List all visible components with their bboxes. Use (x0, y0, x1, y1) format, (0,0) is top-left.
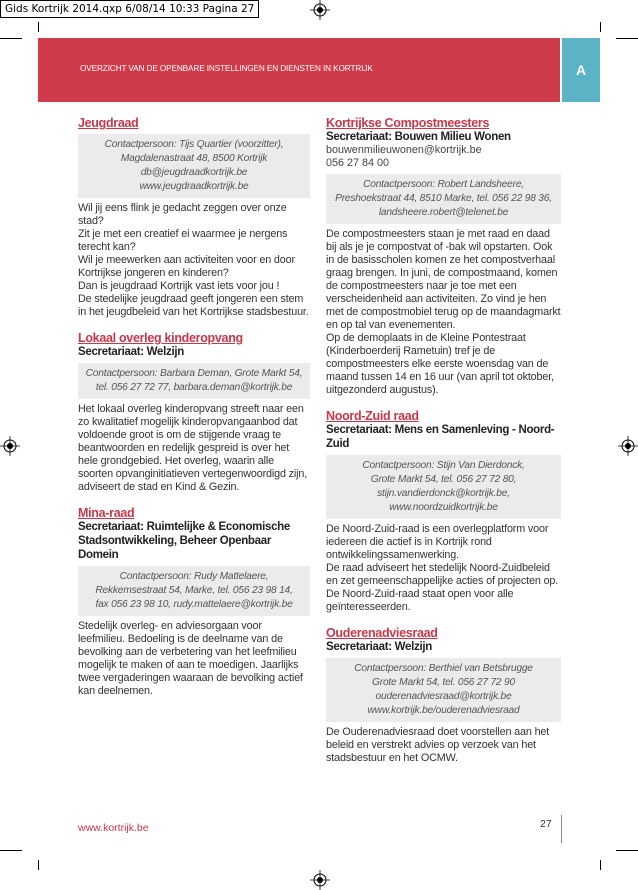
crop-mark (0, 850, 22, 851)
registration-mark-icon (618, 436, 638, 456)
contact-box (78, 363, 310, 399)
crop-mark (600, 22, 601, 32)
contact-line: tel. 056 27 72 77, barbara.deman@kortrijk.be (95, 382, 293, 393)
registration-mark-icon (310, 0, 330, 20)
contact-box (78, 134, 310, 198)
section-title: OVERZICHT VAN DE OPENBARE INSTELLINGEN EN DIENSTEN IN KORTRIJK (80, 64, 373, 73)
contact-line: fax 056 23 98 10, rudy.mattelaere@kortrijk.be (95, 599, 293, 610)
contact-line: Rekkemsestraat 54, Marke, tel. 056 23 98 14, (95, 585, 293, 596)
registration-mark-icon (310, 870, 330, 890)
section-heading: Lokaal overleg kinderopvang (78, 331, 243, 345)
contact-email[interactable]: ouderenadviesraad@kortrijk.be (375, 691, 512, 702)
body-text (78, 202, 310, 319)
paragraph: Zit je met een creatief ei waarmee je nergens terecht kan? (78, 228, 288, 253)
paragraph: De Noord-Zuid-raad is een overlegplatform voor iedereen die actief is in Kortrijk rond ontwikkelingssamenwerking. (326, 523, 549, 561)
contact-line: Contactpersoon: Berthiel van Betsbrugge (354, 663, 533, 674)
section-subheading: Secretariaat: Welzijn (78, 346, 184, 358)
paragraph: De stedelijke jeugdraad geeft jongeren een stem in het jeugdbeleid van het Kortrijkse stadsbestuur. (78, 293, 309, 318)
ouderen-section (326, 626, 561, 765)
contact-line: Contactpersoon: Robert Landsheere, (363, 179, 524, 190)
paragraph: Wil je meewerken aan activiteiten voor en door Kortrijkse jongeren en kinderen? (78, 254, 295, 279)
section-heading: Jeugdraad (78, 116, 139, 130)
contact-email[interactable]: bouwenmilieuwonen@kortrijk.be (326, 144, 482, 156)
body-text (326, 228, 561, 397)
crop-mark (0, 38, 22, 39)
paragraph: De Noord-Zuid-raad staat open voor alle geïnteresseerden. (326, 588, 514, 613)
paragraph: Wil jij eens flink je gedacht zeggen over onze stad? (78, 202, 287, 227)
section-heading: Ouderenadviesraad (326, 626, 438, 640)
paragraph: Dan is jeugdraad Kortrijk vast iets voor jou ! (78, 280, 280, 292)
contact-line: Preshoekstraat 44, 8510 Marke, tel. 056 22 98 36, (335, 193, 552, 204)
crop-mark (616, 38, 638, 39)
paragraph: De compostmeesters staan je met raad en daad bij als je je compostvat of -bak wil opstarten. Ook in de basisscholen komen ze het compostverhaal graag brengen. In juni, de compostmaand, komen de compostmeesters naar je toe met een verscheidenheid aan activiteiten. Zo vind je hen met de compostmobiel terug op de maandagmarkt en op tal van evenementen. (326, 228, 561, 331)
body-text (78, 620, 310, 698)
contact-line: Magdalenastraat 48, 8500 Kortrijk (120, 153, 268, 164)
contact-box (326, 658, 561, 722)
section-heading: Noord-Zuid raad (326, 409, 419, 423)
kinderopvang-section (78, 331, 310, 494)
paragraph: De raad adviseert het stedelijk Noord-Zuidbeleid en zet gemeenschappelijke acties of projecten op. (326, 562, 559, 587)
footer-divider (561, 815, 562, 843)
contact-website[interactable]: www.kortrijk.be/ouderenadviesraad (367, 705, 520, 716)
paragraph: Het lokaal overleg kinderopvang streeft naar een zo kwalitatief mogelijk kinderopvangaanbod dat voldoende groot is om de stijgende vraag te beantwoorden en redelijk gespreid is over het hele grondgebied. Het overleg, waarin alle soorten opvanginitiatieven vertegenwoordigd zijn, adviseert de stad en Kind & Gezin. (78, 403, 308, 493)
contact-email[interactable]: landsheere.robert@telenet.be (378, 207, 509, 218)
paragraph: Op de demoplaats in de Kleine Pontestraat (Kinderboerderij Rametuin) tref je de compostmeesters elke eerste woensdag van de maand tussen 14 en 16 uur (van april tot oktober, uitgezonderd augustus). (326, 332, 554, 396)
minaraad-section (78, 506, 310, 698)
footer-url[interactable]: www.kortrijk.be (78, 822, 149, 834)
contact-email[interactable]: db@jeugdraadkortrijk.be (140, 167, 248, 178)
contact-email[interactable]: stijn.vandierdonck@kortrijk.be, (377, 488, 510, 499)
jeugdraad-section (78, 116, 310, 319)
contact-line: Contactpersoon: Stijn Van Dierdonck, (362, 460, 525, 471)
page-number: 27 (540, 818, 552, 830)
contact-box (78, 566, 310, 616)
crop-mark (38, 22, 39, 32)
paragraph: De Ouderenadviesraad doet voorstellen aan het beleid en verstrekt advies op verzoek van het stadsbestuur en het OCMW. (326, 726, 550, 764)
right-column (326, 116, 561, 765)
section-heading: Mina-raad (78, 506, 135, 520)
contact-box (326, 455, 561, 519)
body-text (326, 523, 561, 614)
left-column (78, 116, 310, 698)
section-subheading: Secretariaat: Ruimtelijke & Economische Stadsontwikkeling, Beheer Openbaar Domein (78, 521, 290, 561)
contact-line: Grote Markt 54, tel. 056 27 72 80, (370, 474, 517, 485)
section-heading: Kortrijkse Compostmeesters (326, 116, 490, 130)
section-subheading: Secretariaat: Mens en Samenleving - Noord-Zuid (326, 424, 555, 450)
noordzuid-section (326, 409, 561, 614)
contact-line: Contactpersoon: Rudy Mattelaere, (119, 571, 269, 582)
print-slug: Gids Kortrijk 2014.qxp 6/08/14 10:33 Pagina 27 (0, 0, 259, 18)
section-subheading: Secretariaat: Welzijn (326, 641, 432, 653)
contact-line: Contactpersoon: Tijs Quartier (voorzitter), (104, 139, 284, 150)
registration-mark-icon (0, 436, 20, 456)
contact-phone: 056 27 84 00 (326, 157, 390, 169)
section-tab-letter: A (575, 62, 587, 78)
compost-section (326, 116, 561, 397)
contact-line: Grote Markt 54, tel. 056 27 72 90 (372, 677, 515, 688)
body-text (326, 726, 561, 765)
section-subheading: Secretariaat: Bouwen Milieu Wonen (326, 131, 511, 143)
paragraph: Stedelijk overleg- en adviesorgaan voor leefmilieu. Bedoeling is de deelname van de bevolking aan de verbetering van het leefmilieu mogelijk te maken of aan te moedigen. Jaarlijks twee vergaderingen waaraan de bevolking actief kan deelnemen. (78, 620, 303, 697)
contact-website[interactable]: www.noordzuidkortrijk.be (389, 502, 498, 513)
contact-box (326, 174, 561, 224)
crop-mark (38, 860, 39, 870)
section-tab (562, 38, 600, 102)
contact-line: Contactpersoon: Barbara Deman, Grote Markt 54, (85, 368, 303, 379)
body-text (78, 403, 310, 494)
crop-mark (616, 850, 638, 851)
contact-website[interactable]: www.jeugdraadkortrijk.be (139, 181, 249, 192)
crop-mark (600, 860, 601, 870)
